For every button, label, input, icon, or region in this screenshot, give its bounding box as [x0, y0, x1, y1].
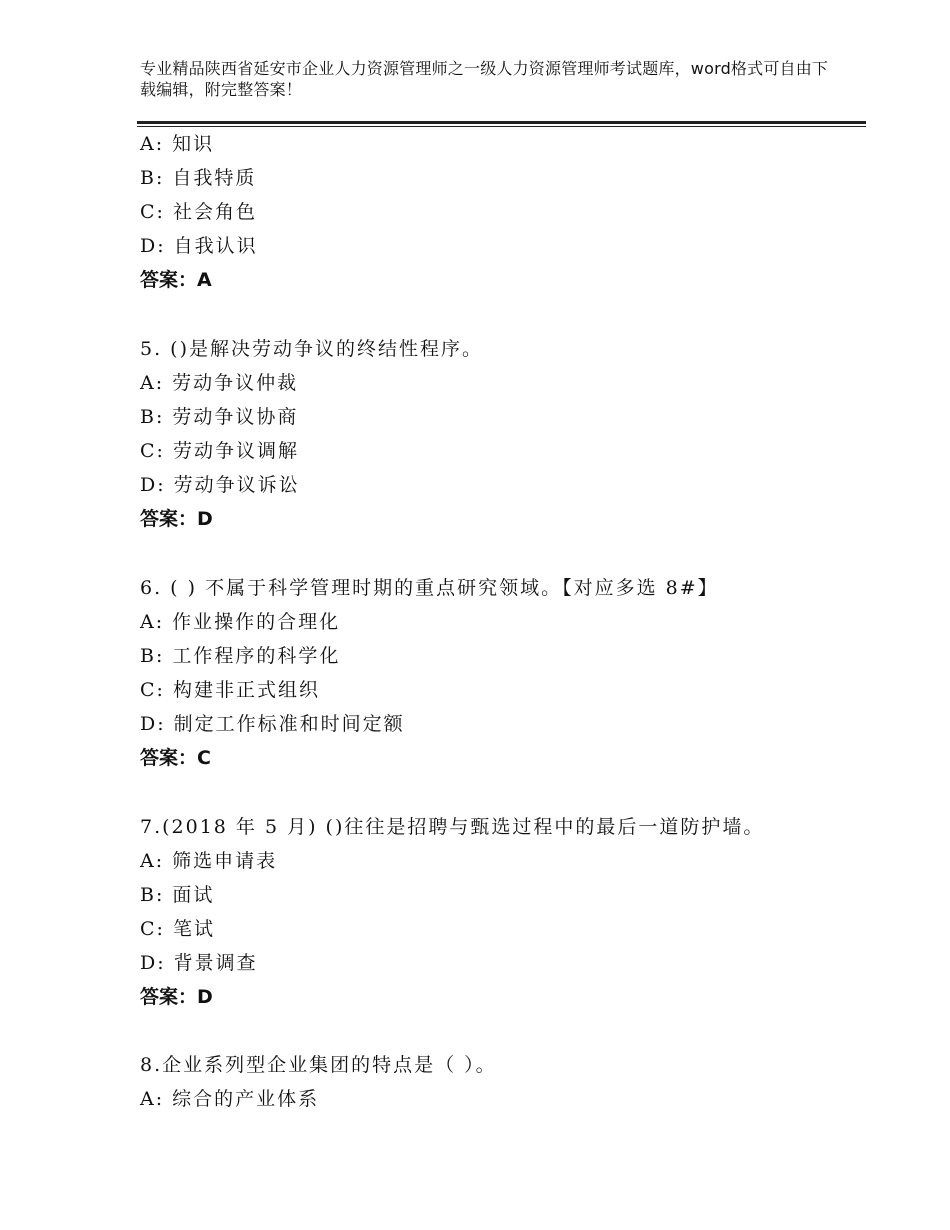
- header-rule-thick: [137, 121, 866, 124]
- option-q7-b: B: 面试: [140, 884, 215, 906]
- answer-q6: 答案：C: [140, 747, 211, 769]
- question-5-stem: 5. ()是解决劳动争议的终结性程序。: [140, 338, 483, 360]
- option-q6-d: D: 制定工作标准和时间定额: [140, 713, 405, 735]
- option-q4-b: B: 自我特质: [140, 167, 257, 189]
- header-rule-thin: [137, 126, 866, 127]
- option-q7-c: C: 笔试: [140, 918, 215, 940]
- answer-q5: 答案：D: [140, 508, 213, 530]
- question-8-stem: 8.企业系列型企业集团的特点是（ ）。: [140, 1054, 497, 1076]
- option-q6-b: B: 工作程序的科学化: [140, 645, 341, 667]
- option-q7-d: D: 背景调查: [140, 952, 258, 974]
- answer-q7: 答案：D: [140, 986, 213, 1008]
- option-q4-a: A: 知识: [140, 133, 215, 155]
- option-q6-a: A: 作业操作的合理化: [140, 611, 341, 633]
- option-q5-c: C: 劳动争议调解: [140, 440, 299, 462]
- option-q4-c: C: 社会角色: [140, 201, 257, 223]
- option-q5-a: A: 劳动争议仲裁: [140, 372, 299, 394]
- option-q4-d: D: 自我认识: [140, 235, 258, 257]
- option-q5-b: B: 劳动争议协商: [140, 406, 299, 428]
- option-q6-c: C: 构建非正式组织: [140, 679, 320, 701]
- option-q5-d: D: 劳动争议诉讼: [140, 474, 300, 496]
- option-q7-a: A: 筛选申请表: [140, 850, 278, 872]
- question-6-stem: 6. ( ) 不属于科学管理时期的重点研究领域。【对应多选 8#】: [140, 577, 719, 599]
- option-q8-a: A: 综合的产业体系: [140, 1088, 320, 1110]
- document-header: 专业精品陕西省延安市企业人力资源管理师之一级人力资源管理师考试题库，word格式可自由下载编辑，附完整答案！: [140, 59, 829, 99]
- question-7-stem: 7.(2018 年 5 月) ()往往是招聘与甄选过程中的最后一道防护墙。: [140, 816, 765, 838]
- answer-q4: 答案：A: [140, 269, 212, 291]
